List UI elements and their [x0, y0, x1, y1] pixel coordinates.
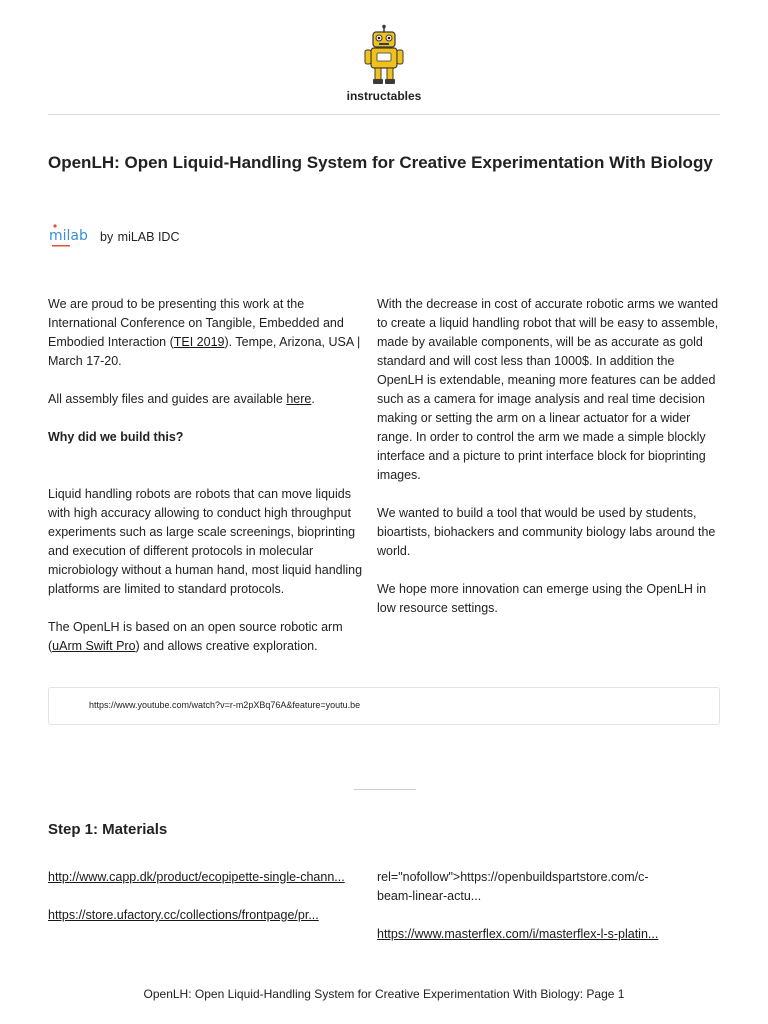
section-divider: [354, 789, 416, 790]
masterflex-link[interactable]: https://www.masterflex.com/i/masterflex-l-s-platin...: [377, 927, 659, 941]
instructables-logo[interactable]: [334, 24, 434, 91]
uarm-swift-pro-link[interactable]: uArm Swift Pro: [52, 639, 136, 653]
milab-logo-text: milab: [49, 228, 88, 244]
header-divider: [48, 114, 720, 115]
author-row: [48, 222, 179, 252]
video-url[interactable]: https://www.youtube.com/watch?v=r-m2pXBq76A&feature=youtu.be: [89, 700, 361, 710]
openlh-basis-paragraph: The OpenLH is based on an open source robotic arm (uArm Swift Pro) and allows creative exploration.: [48, 620, 343, 653]
intro-paragraph: We are proud to be presenting this work at the International Conference on Tangible, Embedded and Embodied Interaction (TEI 2019). Tempe, Arizona, USA | March 17-20.: [48, 297, 361, 368]
tool-paragraph: We wanted to build a tool that would be used by students, bioartists, biohackers and community biology labs around the world.: [377, 506, 716, 558]
tei-2019-link[interactable]: TEI 2019: [173, 335, 225, 349]
cost-paragraph: With the decrease in cost of accurate robotic arms we wanted to create a liquid handling robot that will be easy to assemble, made by available components, will be as accurate as gold standard and will cost less than 1000$. In addition the OpenLH is extendable, meaning more features can be added such as a camera for image analysis and real time decision making or setting the arm on a linear actuator for a wider range. In order to control the arm we made a simple blockly interface and a picture to print interface block for bioprinting images.: [377, 297, 719, 482]
milab-logo-icon[interactable]: [48, 222, 94, 252]
left-column: [48, 295, 363, 656]
openbuilds-text: rel="nofollow">https://openbuildspartstore.com/c-beam-linear-actu...: [377, 870, 649, 903]
liquid-handling-paragraph: Liquid handling robots are robots that can move liquids with high accuracy allowing to conduct high throughput experiments such as large scale screenings, bioprinting and execution of different protocols in molecular microbiology without a human hand, most liquid handling platforms are limited to standard protocols.: [48, 487, 363, 596]
assembly-paragraph: All assembly files and guides are available here.: [48, 392, 315, 406]
page-title: OpenLH: Open Liquid-Handling System for Creative Experimentation With Biology: [48, 153, 713, 172]
materials-right-links: [377, 868, 677, 944]
robot-mascot-icon: [364, 24, 404, 86]
capp-link[interactable]: http://www.capp.dk/product/ecopipette-single-chann...: [48, 870, 345, 884]
innovation-paragraph: We hope more innovation can emerge using the OpenLH in low resource settings.: [377, 582, 707, 615]
materials-left-links: [48, 868, 368, 925]
ufactory-link[interactable]: https://store.ufactory.cc/collections/frontpage/pr...: [48, 908, 319, 922]
step-1-title: Step 1: Materials: [48, 821, 168, 838]
author-prefix: by: [100, 230, 114, 244]
here-link[interactable]: here: [286, 392, 312, 406]
author-name[interactable]: miLAB IDC: [117, 230, 180, 244]
right-column: [377, 295, 720, 618]
why-heading: Why did we build this?: [48, 430, 184, 444]
page-footer: OpenLH: Open Liquid-Handling System for Creative Experimentation With Biology: Page 1: [143, 987, 625, 1001]
site-name[interactable]: instructables: [346, 89, 422, 103]
video-embed[interactable]: [48, 687, 720, 725]
